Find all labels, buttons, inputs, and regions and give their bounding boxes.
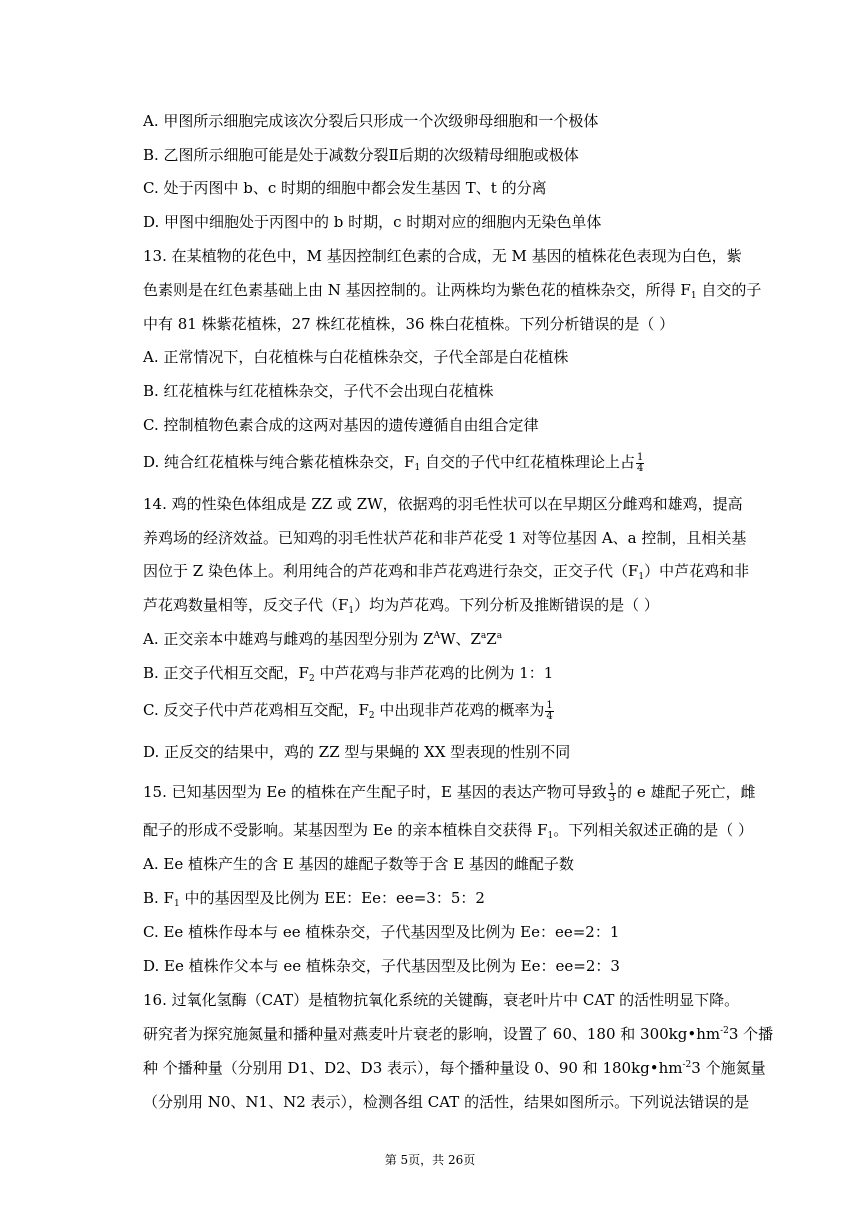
q14-stem-line4: 芦花鸡数量相等，反交子代$(F_1)$均为芦花鸡。下列分析及推断错误的是（ ）	[143, 596, 659, 616]
page-footer: 第 5页，共 26页	[384, 1153, 476, 1167]
q13-option-d: D. 纯合红花植株与纯合紫花植株杂交，$F_1$ 自交的子代中红花植株理论上占 $\frac{1}{4}$	[143, 451, 644, 474]
q14-option-b: B. 正交子代相互交配，$F_2$ 中芦花鸡与非芦花鸡的比例为 1：1	[143, 664, 554, 684]
q13-option-c: C. 控制植物色素合成的这两对基因的遗传遵循自由组合定律	[143, 416, 539, 434]
fraction: $\frac{1}{3}$	[608, 781, 616, 804]
q14-stem-line3: 因位于 Z 染色体上。利用纯合的芦花鸡和非芦花鸡进行杂交，正交子代$(F_1)$中芦花鸡和非	[143, 562, 750, 582]
q14-option-a: A. 正交亲本中雄鸡与雌鸡的基因型分别为 $Z^AW$、$Z^aZ^a$	[143, 630, 503, 648]
q16-stem-line1: 16. 过氧化氢酶（CAT）是植物抗氧化系统的关键酶，衰老叶片中 CAT 的活性明显下降。	[143, 991, 740, 1009]
q14-option-d: D. 正反交的结果中，鸡的 ZZ 型与果蝇的 XX 型表现的性别不同	[143, 743, 571, 761]
q16-stem-line2: 研究者为探究施氮量和播种量对燕麦叶片衰老的影响，设置了 60、180 和 $300kg•hm^{-2}3$ 个播	[143, 1025, 774, 1043]
q13-stem-line1: 13. 在某植物的花色中，M 基因控制红色素的合成，无 M 基因的植株花色表现为白色，紫	[143, 247, 742, 265]
q16-stem-line4: （分别用 N0、N1、N2 表示），检测各组 CAT 的活性，结果如图所示。下列说法错误的是	[143, 1093, 750, 1111]
q13-option-b: B. 红花植株与红花植株杂交，子代不会出现白花植株	[143, 382, 494, 400]
q12-option-a: A. 甲图所示细胞完成该次分裂后只形成一个次级卵母细胞和一个极体	[143, 112, 599, 130]
q14-option-c: C. 反交子代中芦花鸡相互交配，$F_2$ 中出现非芦花鸡的概率为 $\frac{1}{4}$	[143, 699, 553, 722]
q12-option-c: C. 处于丙图中 b、c 时期的细胞中都会发生基因 T、t 的分离	[143, 179, 547, 197]
q13-stem-line3: 中有 81 株紫花植株，27 株红花植株，36 株白花植株。下列分析错误的是（ ）	[143, 315, 675, 333]
q13-option-a: A. 正常情况下，白花植株与白花植株杂交，子代全部是白花植株	[143, 348, 569, 366]
fraction: $\frac{1}{4}$	[546, 699, 553, 722]
q14-stem-line1: 14. 鸡的性染色体组成是 ZZ 或 ZW，依据鸡的羽毛性状可以在早期区分雌鸡和雄鸡，提高	[143, 495, 743, 513]
q12-option-b: B. 乙图所示细胞可能是处于减数分裂Ⅱ后期的次级精母细胞或极体	[143, 146, 579, 164]
fraction: $\frac{1}{4}$	[636, 451, 644, 474]
q16-stem-line3: 种 个播种量（分别用 D1、D2、D3 表示），每个播种量设 0、90 和 $180kg•hm^{-2}3$ 个施氮量	[143, 1059, 766, 1077]
q12-option-d: D. 甲图中细胞处于丙图中的 b 时期，c 时期对应的细胞内无染色单体	[143, 213, 602, 231]
q15-option-a: A. Ee 植株产生的含 E 基因的雄配子数等于含 E 基因的雌配子数	[143, 855, 574, 873]
q15-option-b: B. $F_1$ 中的基因型及比例为 EE：Ee：ee=3：5：2	[143, 889, 485, 909]
q14-stem-line2: 养鸡场的经济效益。已知鸡的羽毛性状芦花和非芦花受 1 对等位基因 A、a 控制，且相关基	[143, 529, 747, 547]
q13-stem-line2: 色素则是在红色素基础上由 N 基因控制的。让两株均为紫色花的植株杂交，所得 $F_1$ 自交的子	[143, 281, 762, 301]
q15-option-d: D. Ee 植株作父本与 ee 植株杂交，子代基因型及比例为 Ee：ee=2：3	[143, 957, 620, 975]
q15-option-c: C. Ee 植株作母本与 ee 植株杂交，子代基因型及比例为 Ee：ee=2：1	[143, 923, 620, 941]
q15-stem-line2: 配子的形成不受影响。某基因型为 Ee 的亲本植株自交获得 $F_1$。下列相关叙述正确的是（ ）	[143, 821, 754, 841]
q15-stem-line1: 15. 已知基因型为 Ee 的植株在产生配子时，E 基因的表达产物可导致 $\frac{1}{3}$ 的 e 雄配子死亡，雌	[143, 781, 756, 804]
